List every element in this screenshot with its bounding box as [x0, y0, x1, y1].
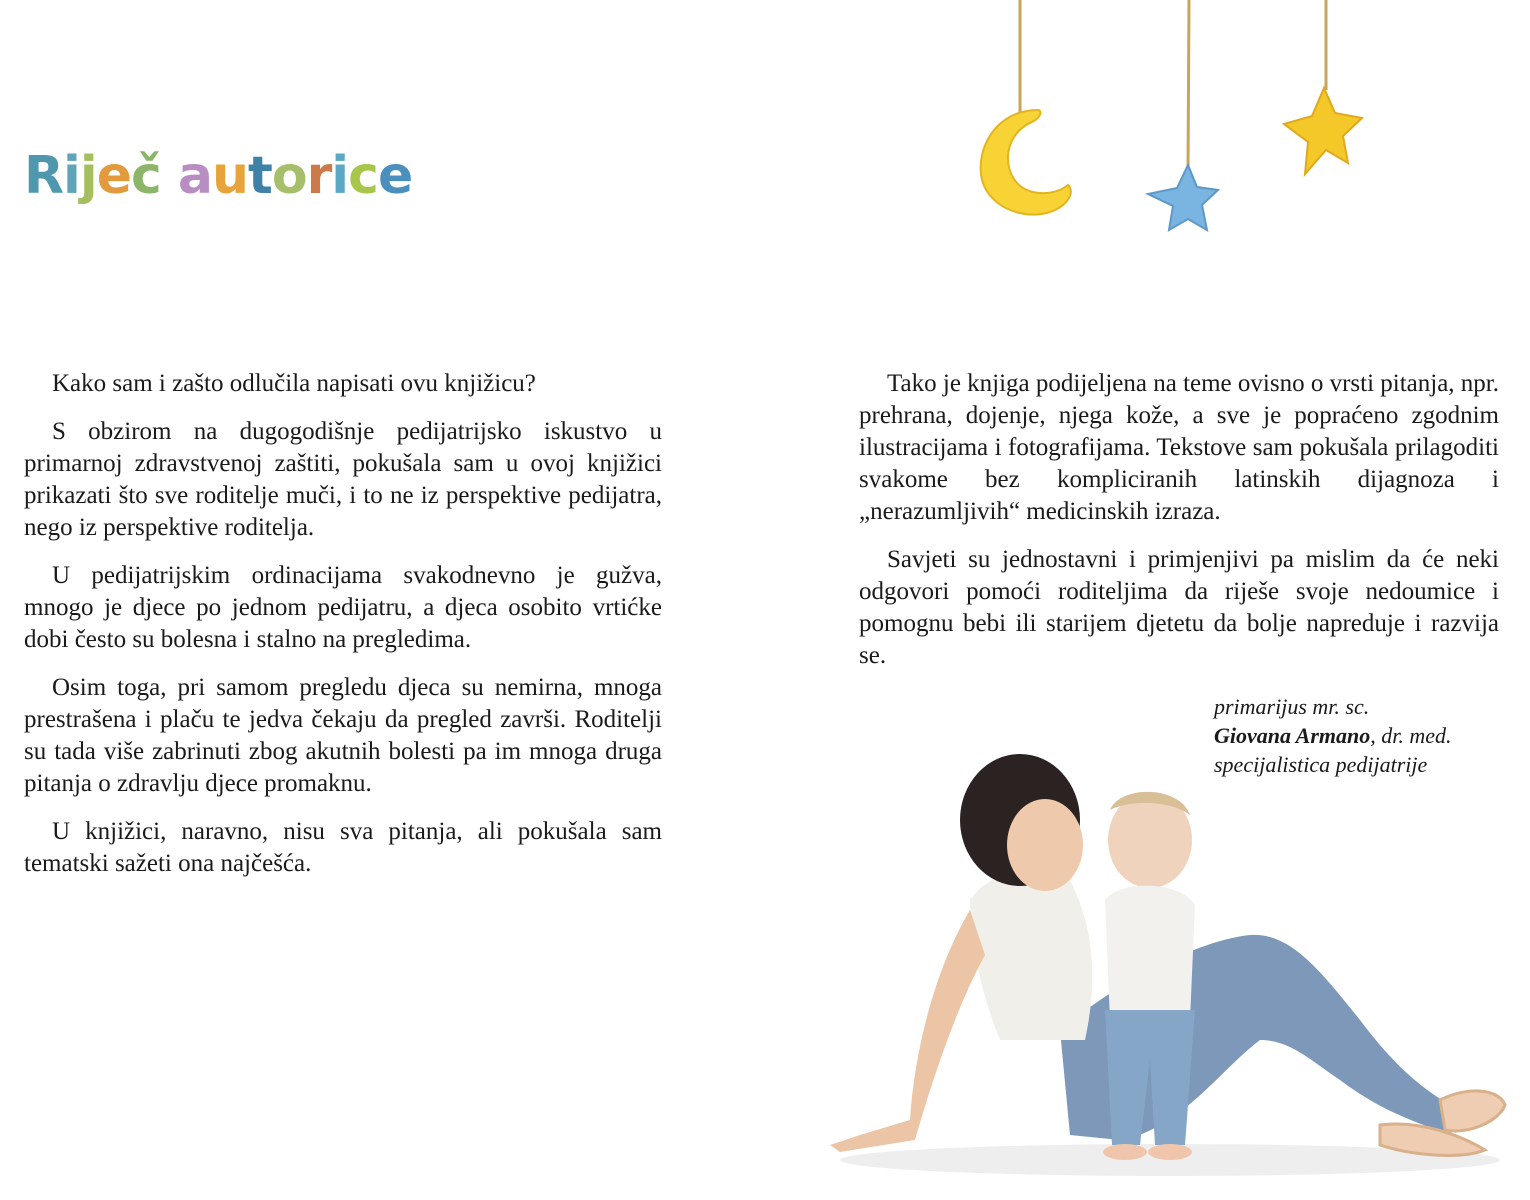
title-letter: č — [130, 146, 161, 206]
title-letter: o — [271, 146, 307, 206]
title-letter: i — [331, 146, 349, 206]
paragraph: Tako je knjiga podijeljena na teme ovisno o vrsti pitanja, npr. prehrana, dojenje, njega kože, a sve je popraćeno zgodnim ilustracijama i fotografijama. Tekstove sam pokušala prilagoditi svakome bez kompliciranih latinskih dijagnoza i „nerazumljivih“ medicinskih izraza. — [859, 370, 1499, 525]
title-letter: u — [212, 146, 249, 206]
paragraph: U knjižici, naravno, nisu sva pitanja, ali pokušala sam tematski sažeti ona najčešća. — [24, 818, 662, 877]
author-name: Giovana Armano — [1214, 723, 1371, 748]
signature-title: primarijus mr. sc. — [1214, 694, 1370, 719]
paragraph: S obzirom na dugogodišnje pedijatrijsko iskustvo u primarnoj zdravstvenoj zaštiti, pokušala sam u ovoj knjižici prikazati što sve roditelje muči, i to ne iz perspektive pedijatra, nego iz perspektive roditelja. — [24, 418, 662, 541]
author-degree: , dr. med. — [1370, 723, 1452, 748]
right-text-column — [859, 368, 1499, 688]
title-letter: t — [248, 146, 272, 206]
title-letter: i — [63, 146, 80, 206]
title-letter: j — [79, 146, 97, 206]
hanging-mobile-illustration — [960, 0, 1380, 250]
mother-and-baby-photo — [820, 740, 1520, 1180]
strings — [1020, 0, 1326, 172]
paragraph: Kako sam i zašto odlučila napisati ovu knjižicu? — [52, 370, 536, 397]
moon-icon — [981, 110, 1071, 215]
paragraph: Savjeti su jednostavni i primjenjivi pa mislim da će neki odgovori pomoći roditeljima da riješe svoje nedoumice i pomognu bebi ili starijem djetetu da bolje napreduje i razvija se. — [859, 546, 1499, 669]
title-letter: a — [177, 146, 213, 206]
star-icon — [1148, 165, 1218, 230]
star-icon — [1284, 88, 1362, 174]
title-letter — [161, 150, 178, 202]
paragraph: Osim toga, pri samom pregledu djeca su nemirna, mnoga prestrašena i plaču te jedva čekaju da pregled završi. Roditelji su tada više zabrinuti zbog akutnih bolesti pa im mnoga druga pitanja o zdravlju djece promaknu. — [24, 674, 662, 797]
title-letter: r — [306, 146, 332, 206]
signature-specialty: specijalistica pedijatrije — [1214, 752, 1428, 777]
title-letter: R — [24, 146, 64, 206]
title-letter: e — [96, 146, 131, 206]
page-title — [24, 146, 413, 206]
title-letter: c — [348, 146, 378, 206]
paragraph: U pedijatrijskim ordinacijama svakodnevno je gužva, mnogo je djece po jednom pedijatru, a djeca osobito vrtićke dobi često su bolesna i stalno na pregledima. — [24, 562, 662, 653]
left-text-column — [24, 368, 662, 896]
title-letter: e — [377, 146, 413, 206]
